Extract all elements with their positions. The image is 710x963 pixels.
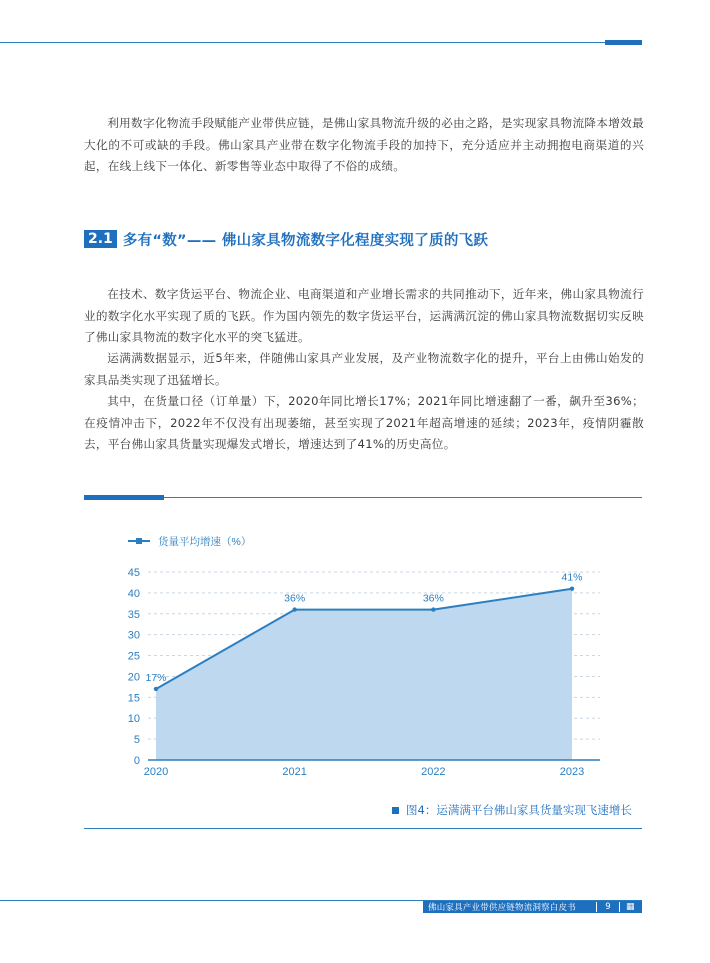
y-tick-label: 0	[133, 755, 140, 767]
footer-bar	[423, 901, 642, 913]
y-tick-label: 40	[127, 587, 140, 600]
data-point	[154, 687, 158, 691]
book-icon: ▦	[626, 902, 635, 912]
y-tick-label: 10	[127, 713, 140, 726]
data-point	[292, 607, 296, 611]
x-tick-label: 2021	[282, 766, 307, 778]
y-tick-label: 20	[127, 671, 140, 684]
data-label: 36%	[284, 592, 306, 605]
y-tick-label: 35	[127, 608, 140, 621]
body-paragraph-1: 在技术、数字货运平台、物流企业、电商渠道和产业增长需求的共同推动下，近年来，佛山家具物流行业的数字化水平实现了质的飞跃。作为国内领先的数字货运平台，运满满沉淀的佛山家具物流数据切实反映了佛山家具物流的数字化水平的突飞猛进。	[84, 287, 644, 344]
y-tick-label: 30	[127, 629, 140, 642]
data-point	[570, 587, 574, 591]
figure-caption-text: 图4：运满满平台佛山家具货量实现飞速增长	[406, 803, 632, 817]
data-label: 41%	[561, 571, 583, 584]
y-tick-label: 5	[133, 734, 140, 747]
section-heading	[84, 229, 488, 249]
x-tick-label: 2022	[421, 766, 446, 778]
x-tick-label: 2020	[143, 766, 169, 778]
footer-title: 佛山家具产业带供应链物流洞察白皮书	[428, 903, 576, 913]
series-area	[156, 589, 572, 760]
page-number: 9	[596, 902, 620, 912]
growth-area-chart	[84, 520, 624, 785]
intro-paragraph: 利用数字化物流手段赋能产业带供应链，是佛山家具物流升级的必由之路，是实现家具物流降本增效最大化的不可或缺的手段。佛山家具产业带在数字化物流手段的加持下，充分适应并主动拥抱电商渠道的兴起，在线上线下一体化、新零售等业态中取得了不俗的成绩。	[84, 116, 644, 173]
legend-marker	[136, 538, 142, 544]
caption-square-icon	[392, 807, 399, 814]
data-point	[431, 607, 435, 611]
data-label: 36%	[422, 592, 444, 605]
figure-caption	[392, 802, 632, 818]
caption-rule	[84, 828, 642, 829]
y-tick-label: 45	[127, 567, 140, 579]
legend-label: 货量平均增速（%）	[158, 536, 252, 548]
body-paragraph-2: 运满满数据显示，近5年来，伴随佛山家具产业发展，及产业物流数字化的提升，平台上由佛山始发的家具品类实现了迅猛增长。	[84, 351, 644, 387]
y-tick-label: 25	[127, 650, 140, 663]
chart-accent-bar	[84, 495, 164, 500]
body-paragraph-3: 其中，在货量口径（订单量）下，2020年同比增长17%；2021年同比增速翻了一番，飙升至36%；在疫情冲击下，2022年不仅没有出现萎缩，甚至实现了2021年超高增速的延续；2023年，疫情阴霾散去，平台佛山家具货量实现爆发式增长，增速达到了41%的历史高位。	[84, 394, 644, 451]
data-label: 17%	[145, 671, 167, 684]
y-tick-label: 15	[127, 692, 140, 705]
section-number: 2.1	[84, 230, 117, 248]
header-rule	[0, 42, 642, 43]
x-tick-label: 2023	[559, 766, 585, 778]
chart-top-rule	[84, 497, 642, 498]
section-title: 多有“数”—— 佛山家具物流数字化程度实现了质的飞跃	[122, 232, 489, 249]
header-accent-bar	[605, 40, 642, 45]
